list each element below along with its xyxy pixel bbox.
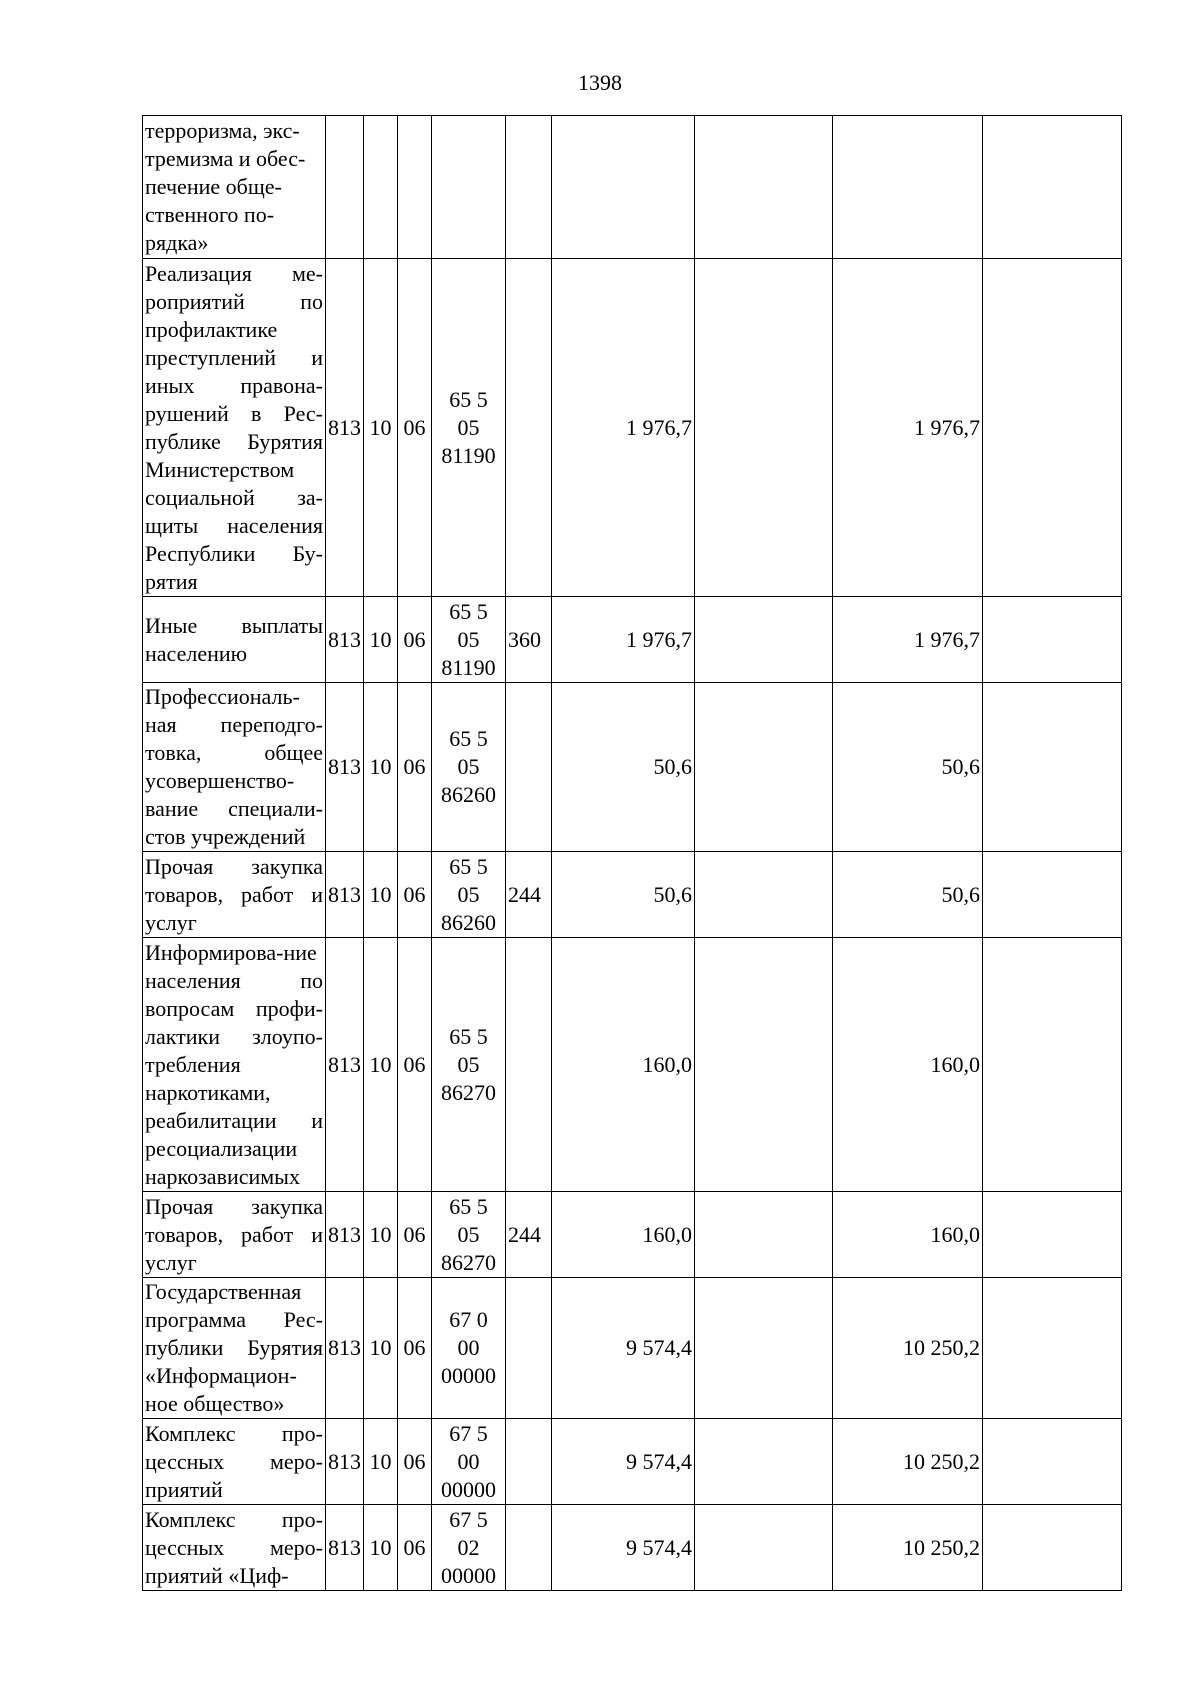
expense-type-cell: 244 bbox=[506, 1192, 552, 1278]
table-body bbox=[143, 116, 1122, 1591]
expense-type-cell bbox=[506, 938, 552, 1192]
table-row bbox=[143, 259, 1122, 597]
table-row bbox=[143, 1419, 1122, 1505]
amount-3-cell: 160,0 bbox=[833, 1192, 983, 1278]
ministry-cell bbox=[326, 116, 364, 259]
amount-1-cell: 160,0 bbox=[552, 1192, 695, 1278]
amount-4-cell bbox=[983, 1278, 1122, 1419]
amount-4-cell bbox=[983, 938, 1122, 1192]
row-name-cell: Государственная программа Рес-публики Бурятия «Информацион-ное общество» bbox=[143, 1278, 326, 1419]
amount-2-cell bbox=[695, 1419, 833, 1505]
amount-4-cell bbox=[983, 1192, 1122, 1278]
amount-2-cell bbox=[695, 116, 833, 259]
amount-2-cell bbox=[695, 1278, 833, 1419]
section-cell: 10 bbox=[364, 1419, 398, 1505]
amount-3-cell: 10 250,2 bbox=[833, 1419, 983, 1505]
subsection-cell: 06 bbox=[398, 1505, 432, 1591]
table-row bbox=[143, 852, 1122, 938]
target-article-cell: 65 5 05 86270 bbox=[432, 1192, 506, 1278]
target-article-cell: 65 5 05 81190 bbox=[432, 259, 506, 597]
amount-3-cell bbox=[833, 116, 983, 259]
ministry-cell: 813 bbox=[326, 1278, 364, 1419]
amount-3-cell: 50,6 bbox=[833, 683, 983, 852]
section-cell: 10 bbox=[364, 1192, 398, 1278]
subsection-cell: 06 bbox=[398, 1278, 432, 1419]
section-cell: 10 bbox=[364, 938, 398, 1192]
section-cell: 10 bbox=[364, 597, 398, 683]
row-name-cell: Комплекс про-цессных меро-приятий «Циф- bbox=[143, 1505, 326, 1591]
amount-2-cell bbox=[695, 1505, 833, 1591]
ministry-cell: 813 bbox=[326, 1192, 364, 1278]
amount-1-cell: 50,6 bbox=[552, 683, 695, 852]
expense-type-cell: 360 bbox=[506, 597, 552, 683]
page-number: 1398 bbox=[578, 70, 622, 95]
amount-1-cell: 9 574,4 bbox=[552, 1419, 695, 1505]
row-name-cell: Прочая закупка товаров, работ и услуг bbox=[143, 852, 326, 938]
amount-4-cell bbox=[983, 1419, 1122, 1505]
amount-1-cell: 9 574,4 bbox=[552, 1505, 695, 1591]
amount-3-cell: 160,0 bbox=[833, 938, 983, 1192]
amount-3-cell: 10 250,2 bbox=[833, 1278, 983, 1419]
expense-type-cell bbox=[506, 1419, 552, 1505]
ministry-cell: 813 bbox=[326, 852, 364, 938]
row-name-cell: Комплекс про-цессных меро-приятий bbox=[143, 1419, 326, 1505]
amount-2-cell bbox=[695, 597, 833, 683]
subsection-cell: 06 bbox=[398, 1192, 432, 1278]
amount-3-cell: 10 250,2 bbox=[833, 1505, 983, 1591]
amount-4-cell bbox=[983, 1505, 1122, 1591]
subsection-cell: 06 bbox=[398, 1419, 432, 1505]
subsection-cell: 06 bbox=[398, 938, 432, 1192]
expense-type-cell bbox=[506, 259, 552, 597]
ministry-cell: 813 bbox=[326, 259, 364, 597]
row-name-cell: Иные выплаты населению bbox=[143, 597, 326, 683]
amount-1-cell bbox=[552, 116, 695, 259]
expense-type-cell bbox=[506, 1505, 552, 1591]
subsection-cell: 06 bbox=[398, 259, 432, 597]
row-name-cell: Прочая закупка товаров, работ и услуг bbox=[143, 1192, 326, 1278]
section-cell: 10 bbox=[364, 852, 398, 938]
section-cell: 10 bbox=[364, 683, 398, 852]
expense-type-cell bbox=[506, 116, 552, 259]
target-article-cell: 67 5 00 00000 bbox=[432, 1419, 506, 1505]
section-cell bbox=[364, 116, 398, 259]
target-article-cell bbox=[432, 116, 506, 259]
row-name-cell: терроризма, экс- тремизма и обес- печение обще- ственного по- рядка» bbox=[143, 116, 326, 259]
row-name-cell: Информирова-ние населения по вопросам профи-лактики злоупо-требления наркотиками, реабилитации и ресоциализации наркозависимых bbox=[143, 938, 326, 1192]
ministry-cell: 813 bbox=[326, 597, 364, 683]
table-row bbox=[143, 597, 1122, 683]
target-article-cell: 65 5 05 86270 bbox=[432, 938, 506, 1192]
amount-2-cell bbox=[695, 259, 833, 597]
amount-4-cell bbox=[983, 852, 1122, 938]
amount-4-cell bbox=[983, 259, 1122, 597]
subsection-cell bbox=[398, 116, 432, 259]
table-row bbox=[143, 938, 1122, 1192]
target-article-cell: 65 5 05 81190 bbox=[432, 597, 506, 683]
amount-2-cell bbox=[695, 852, 833, 938]
section-cell: 10 bbox=[364, 1278, 398, 1419]
row-name-cell: Профессиональ-ная переподго-товка, общее усовершенство-вание специали-стов учреждений bbox=[143, 683, 326, 852]
table-row bbox=[143, 1505, 1122, 1591]
table-row bbox=[143, 1278, 1122, 1419]
ministry-cell: 813 bbox=[326, 1419, 364, 1505]
target-article-cell: 67 0 00 00000 bbox=[432, 1278, 506, 1419]
amount-3-cell: 50,6 bbox=[833, 852, 983, 938]
amount-3-cell: 1 976,7 bbox=[833, 597, 983, 683]
subsection-cell: 06 bbox=[398, 852, 432, 938]
expense-type-cell bbox=[506, 1278, 552, 1419]
amount-2-cell bbox=[695, 938, 833, 1192]
expense-type-cell bbox=[506, 683, 552, 852]
amount-4-cell bbox=[983, 683, 1122, 852]
target-article-cell: 67 5 02 00000 bbox=[432, 1505, 506, 1591]
amount-2-cell bbox=[695, 1192, 833, 1278]
subsection-cell: 06 bbox=[398, 597, 432, 683]
subsection-cell: 06 bbox=[398, 683, 432, 852]
row-name-cell: Реализация ме-роприятий по профилактике преступлений и иных правона-рушений в Рес-публике Бурятия Министерством социальной за-щиты населения Республики Бу-рятия bbox=[143, 259, 326, 597]
target-article-cell: 65 5 05 86260 bbox=[432, 683, 506, 852]
expense-type-cell: 244 bbox=[506, 852, 552, 938]
amount-1-cell: 1 976,7 bbox=[552, 259, 695, 597]
amount-1-cell: 9 574,4 bbox=[552, 1278, 695, 1419]
ministry-cell: 813 bbox=[326, 938, 364, 1192]
amount-2-cell bbox=[695, 683, 833, 852]
amount-4-cell bbox=[983, 116, 1122, 259]
table-row bbox=[143, 116, 1122, 259]
amount-1-cell: 1 976,7 bbox=[552, 597, 695, 683]
target-article-cell: 65 5 05 86260 bbox=[432, 852, 506, 938]
table-row bbox=[143, 1192, 1122, 1278]
amount-3-cell: 1 976,7 bbox=[833, 259, 983, 597]
amount-4-cell bbox=[983, 597, 1122, 683]
budget-table bbox=[142, 115, 1122, 1591]
ministry-cell: 813 bbox=[326, 683, 364, 852]
ministry-cell: 813 bbox=[326, 1505, 364, 1591]
table-row bbox=[143, 683, 1122, 852]
section-cell: 10 bbox=[364, 259, 398, 597]
amount-1-cell: 50,6 bbox=[552, 852, 695, 938]
section-cell: 10 bbox=[364, 1505, 398, 1591]
amount-1-cell: 160,0 bbox=[552, 938, 695, 1192]
